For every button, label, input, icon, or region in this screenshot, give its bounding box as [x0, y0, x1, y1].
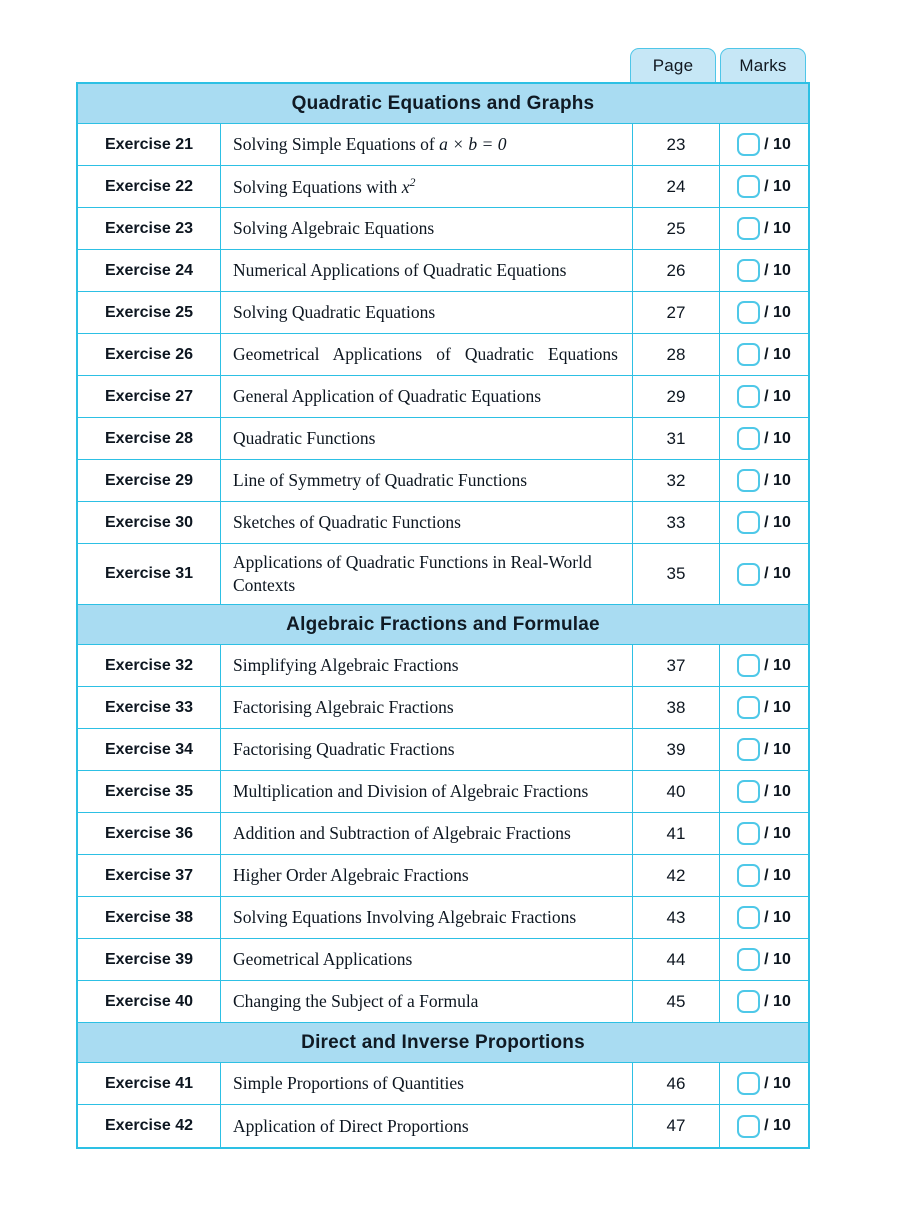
exercise-label: Exercise 29 — [104, 471, 194, 489]
exercise-title-cell — [221, 502, 633, 543]
marks-denominator: / 10 — [764, 345, 791, 363]
exercise-title-cell — [221, 418, 633, 459]
page-number: 23 — [666, 134, 686, 154]
exercise-title-cell — [221, 208, 633, 249]
exercise-label: Exercise 34 — [104, 740, 194, 758]
marks-denominator: / 10 — [764, 908, 791, 926]
table-row — [78, 166, 808, 208]
exercise-title-cell — [221, 939, 633, 980]
marks-denominator: / 10 — [764, 1117, 791, 1135]
exercise-title: Simple Proportions of Quantities — [233, 1073, 464, 1094]
column-header-tabs — [630, 48, 806, 82]
exercise-contents-table — [76, 82, 810, 1149]
exercise-label: Exercise 33 — [104, 698, 194, 716]
table-row — [78, 729, 808, 771]
page-number-cell — [633, 166, 720, 207]
exercise-label-cell — [78, 771, 221, 812]
marks-cell — [720, 1063, 808, 1104]
math-exponent: 2 — [409, 174, 416, 189]
marks-cell — [720, 771, 808, 812]
exercise-title: Higher Order Algebraic Fractions — [233, 865, 469, 886]
marks-denominator: / 10 — [764, 387, 791, 405]
table-row — [78, 1063, 808, 1105]
marks-denominator: / 10 — [764, 219, 791, 237]
exercise-title: Solving Algebraic Equations — [233, 217, 435, 238]
exercise-title-cell — [221, 855, 633, 896]
exercise-title: Line of Symmetry of Quadratic Functions — [233, 469, 528, 490]
exercise-label-cell — [78, 687, 221, 728]
exercise-label-cell — [78, 939, 221, 980]
table-row — [78, 813, 808, 855]
table-row — [78, 544, 808, 605]
exercise-title-cell — [221, 544, 633, 604]
marks-cell — [720, 1105, 808, 1147]
exercise-label-cell — [78, 813, 221, 854]
exercise-title-cell — [221, 292, 633, 333]
marks-checkbox[interactable] — [737, 563, 760, 586]
table-row — [78, 250, 808, 292]
marks-checkbox[interactable] — [737, 133, 760, 156]
marks-denominator: / 10 — [764, 950, 791, 968]
marks-cell — [720, 376, 808, 417]
page-number-cell — [633, 1063, 720, 1104]
page-number: 24 — [666, 176, 686, 196]
exercise-label: Exercise 35 — [104, 782, 194, 800]
exercise-label-cell — [78, 124, 221, 165]
page-number-cell — [633, 124, 720, 165]
math-expression: x — [401, 176, 410, 197]
page-number: 25 — [666, 218, 686, 238]
tab-page-label: Page — [652, 55, 694, 75]
page-number-cell — [633, 460, 720, 501]
exercise-label: Exercise 27 — [104, 387, 194, 405]
marks-denominator: / 10 — [764, 261, 791, 279]
page-number: 41 — [666, 823, 686, 843]
exercise-label-cell — [78, 981, 221, 1022]
marks-cell — [720, 502, 808, 543]
exercise-label-cell — [78, 729, 221, 770]
page-number: 39 — [666, 739, 686, 759]
marks-cell — [720, 418, 808, 459]
marks-cell — [720, 460, 808, 501]
marks-cell — [720, 897, 808, 938]
tab-marks[interactable] — [720, 48, 806, 82]
marks-denominator: / 10 — [764, 824, 791, 842]
marks-checkbox[interactable] — [737, 990, 760, 1013]
marks-cell — [720, 939, 808, 980]
section-header-row — [78, 84, 808, 124]
exercise-label: Exercise 40 — [104, 992, 194, 1010]
exercise-label-cell — [78, 855, 221, 896]
marks-checkbox[interactable] — [737, 259, 760, 282]
marks-cell — [720, 855, 808, 896]
exercise-label-cell — [78, 645, 221, 686]
table-row — [78, 502, 808, 544]
exercise-label: Exercise 21 — [104, 135, 194, 153]
exercise-title: Sketches of Quadratic Functions — [233, 511, 461, 532]
table-row — [78, 645, 808, 687]
exercise-title: General Application of Quadratic Equations — [233, 385, 542, 406]
page-number: 29 — [666, 386, 686, 406]
page-number-cell — [633, 939, 720, 980]
marks-checkbox[interactable] — [737, 301, 760, 324]
exercise-title: Factorising Algebraic Fractions — [233, 697, 454, 718]
exercise-title-cell — [221, 124, 633, 165]
page-number-cell — [633, 771, 720, 812]
exercise-label: Exercise 26 — [104, 345, 194, 363]
marks-denominator: / 10 — [764, 698, 791, 716]
exercise-label-cell — [78, 376, 221, 417]
tab-page[interactable] — [630, 48, 716, 82]
page-number-cell — [633, 1105, 720, 1147]
exercise-title-cell — [221, 897, 633, 938]
page-number-cell — [633, 981, 720, 1022]
exercise-title-cell — [221, 334, 633, 375]
exercise-label-cell — [78, 544, 221, 604]
page-number-cell — [633, 502, 720, 543]
marks-checkbox[interactable] — [737, 738, 760, 761]
section-header-row — [78, 1023, 808, 1063]
exercise-label: Exercise 24 — [104, 261, 194, 279]
page-number-cell — [633, 645, 720, 686]
exercise-title: Quadratic Functions — [233, 427, 376, 448]
exercise-title: Solving Equations Involving Algebraic Fractions — [233, 907, 577, 928]
marks-cell — [720, 687, 808, 728]
exercise-title: Application of Direct Proportions — [233, 1115, 469, 1136]
page-number-cell — [633, 418, 720, 459]
marks-cell — [720, 645, 808, 686]
marks-checkbox[interactable] — [737, 385, 760, 408]
marks-denominator: / 10 — [764, 513, 791, 531]
marks-cell — [720, 334, 808, 375]
page-number: 47 — [666, 1116, 686, 1136]
exercise-title: Geometrical Applications of Quadratic Equations — [233, 343, 618, 364]
marks-checkbox[interactable] — [737, 427, 760, 450]
table-row — [78, 124, 808, 166]
exercise-label: Exercise 23 — [104, 219, 194, 237]
marks-cell — [720, 166, 808, 207]
page-number: 35 — [666, 564, 686, 584]
page-number-cell — [633, 208, 720, 249]
exercise-label-cell — [78, 897, 221, 938]
page-number-cell — [633, 334, 720, 375]
exercise-title-cell — [221, 1105, 633, 1147]
page-number: 28 — [666, 344, 686, 364]
marks-cell — [720, 544, 808, 604]
marks-checkbox[interactable] — [737, 511, 760, 534]
marks-cell — [720, 208, 808, 249]
marks-checkbox[interactable] — [737, 1072, 760, 1095]
marks-denominator: / 10 — [764, 656, 791, 674]
page-number-cell — [633, 855, 720, 896]
page-number-cell — [633, 729, 720, 770]
exercise-label: Exercise 36 — [104, 824, 194, 842]
exercise-title-cell — [221, 771, 633, 812]
exercise-label: Exercise 31 — [104, 565, 194, 583]
marks-cell — [720, 250, 808, 291]
marks-denominator: / 10 — [764, 135, 791, 153]
table-row — [78, 897, 808, 939]
marks-checkbox[interactable] — [737, 343, 760, 366]
page-number-cell — [633, 376, 720, 417]
marks-denominator: / 10 — [764, 992, 791, 1010]
table-row — [78, 418, 808, 460]
section-title: Algebraic Fractions and Formulae — [286, 613, 600, 635]
exercise-title-text: Solving Simple Equations of — [233, 133, 440, 154]
exercise-label-cell — [78, 166, 221, 207]
exercise-title-cell — [221, 460, 633, 501]
tab-marks-label: Marks — [739, 55, 787, 75]
exercise-title — [233, 175, 415, 199]
exercise-label: Exercise 37 — [104, 866, 194, 884]
exercise-label: Exercise 32 — [104, 656, 194, 674]
page-number-cell — [633, 250, 720, 291]
exercise-title-cell — [221, 813, 633, 854]
exercise-title: Changing the Subject of a Formula — [233, 991, 479, 1012]
marks-checkbox[interactable] — [737, 217, 760, 240]
page-number: 33 — [666, 512, 686, 532]
marks-cell — [720, 292, 808, 333]
exercise-label-cell — [78, 1063, 221, 1104]
marks-denominator: / 10 — [764, 782, 791, 800]
table-row — [78, 771, 808, 813]
exercise-label: Exercise 42 — [104, 1117, 194, 1135]
page-number: 42 — [666, 865, 686, 885]
page-number: 45 — [666, 991, 686, 1011]
section-title: Quadratic Equations and Graphs — [291, 92, 595, 114]
exercise-title: Addition and Subtraction of Algebraic Fractions — [233, 823, 571, 844]
section-title: Direct and Inverse Proportions — [301, 1031, 585, 1053]
exercise-label: Exercise 38 — [104, 908, 194, 926]
marks-checkbox[interactable] — [737, 822, 760, 845]
exercise-title — [233, 133, 507, 156]
exercise-label: Exercise 25 — [104, 303, 194, 321]
marks-denominator: / 10 — [764, 303, 791, 321]
page-number-cell — [633, 813, 720, 854]
marks-denominator: / 10 — [764, 866, 791, 884]
exercise-title: Applications of Quadratic Functions in Real-World Contexts — [233, 552, 592, 596]
exercise-label-cell — [78, 250, 221, 291]
table-row — [78, 460, 808, 502]
exercise-label: Exercise 30 — [104, 513, 194, 531]
marks-checkbox[interactable] — [737, 1115, 760, 1138]
page-number: 38 — [666, 697, 686, 717]
exercise-title-cell — [221, 376, 633, 417]
table-row — [78, 376, 808, 418]
marks-checkbox[interactable] — [737, 175, 760, 198]
marks-denominator: / 10 — [764, 740, 791, 758]
marks-checkbox[interactable] — [737, 948, 760, 971]
page-number: 37 — [666, 655, 686, 675]
marks-cell — [720, 813, 808, 854]
exercise-label: Exercise 22 — [104, 177, 194, 195]
page-number: 32 — [666, 470, 686, 490]
math-expression: a × b = 0 — [439, 133, 507, 154]
marks-checkbox[interactable] — [737, 696, 760, 719]
section-header-row — [78, 605, 808, 645]
exercise-label-cell — [78, 502, 221, 543]
marks-denominator: / 10 — [764, 429, 791, 447]
page-number: 43 — [666, 907, 686, 927]
exercise-title: Numerical Applications of Quadratic Equations — [233, 259, 567, 280]
exercise-label-cell — [78, 418, 221, 459]
exercise-title-text: Solving Equations with — [233, 176, 402, 197]
table-row — [78, 208, 808, 250]
page-number-cell — [633, 897, 720, 938]
exercise-title: Simplifying Algebraic Fractions — [233, 655, 459, 676]
exercise-label-cell — [78, 460, 221, 501]
exercise-title: Multiplication and Division of Algebraic Fractions — [233, 781, 589, 802]
page-number: 40 — [666, 781, 686, 801]
table-row — [78, 334, 808, 376]
page-number-cell — [633, 292, 720, 333]
page-number-cell — [633, 687, 720, 728]
marks-cell — [720, 981, 808, 1022]
marks-checkbox[interactable] — [737, 469, 760, 492]
exercise-label-cell — [78, 334, 221, 375]
marks-denominator: / 10 — [764, 565, 791, 583]
marks-denominator: / 10 — [764, 177, 791, 195]
page-number: 26 — [666, 260, 686, 280]
exercise-title-cell — [221, 981, 633, 1022]
page-number: 27 — [666, 302, 686, 322]
marks-checkbox[interactable] — [737, 654, 760, 677]
page-number: 44 — [666, 949, 686, 969]
table-row — [78, 855, 808, 897]
marks-denominator: / 10 — [764, 471, 791, 489]
page-number-cell — [633, 544, 720, 604]
exercise-title: Geometrical Applications — [233, 949, 413, 970]
marks-checkbox[interactable] — [737, 864, 760, 887]
page-number: 46 — [666, 1073, 686, 1093]
table-row — [78, 939, 808, 981]
exercise-title-cell — [221, 687, 633, 728]
exercise-title-cell — [221, 645, 633, 686]
exercise-title: Solving Quadratic Equations — [233, 301, 436, 322]
marks-denominator: / 10 — [764, 1074, 791, 1092]
exercise-label: Exercise 41 — [104, 1074, 194, 1092]
exercise-label: Exercise 39 — [104, 950, 194, 968]
marks-checkbox[interactable] — [737, 780, 760, 803]
marks-cell — [720, 124, 808, 165]
exercise-title-cell — [221, 1063, 633, 1104]
table-row — [78, 292, 808, 334]
table-row — [78, 687, 808, 729]
table-row — [78, 981, 808, 1023]
exercise-title-cell — [221, 250, 633, 291]
exercise-title-cell — [221, 166, 633, 207]
marks-checkbox[interactable] — [737, 906, 760, 929]
exercise-label: Exercise 28 — [104, 429, 194, 447]
exercise-title: Factorising Quadratic Fractions — [233, 739, 455, 760]
exercise-label-cell — [78, 208, 221, 249]
exercise-title-cell — [221, 729, 633, 770]
table-row — [78, 1105, 808, 1147]
page-number: 31 — [666, 428, 686, 448]
exercise-label-cell — [78, 292, 221, 333]
marks-cell — [720, 729, 808, 770]
exercise-label-cell — [78, 1105, 221, 1147]
